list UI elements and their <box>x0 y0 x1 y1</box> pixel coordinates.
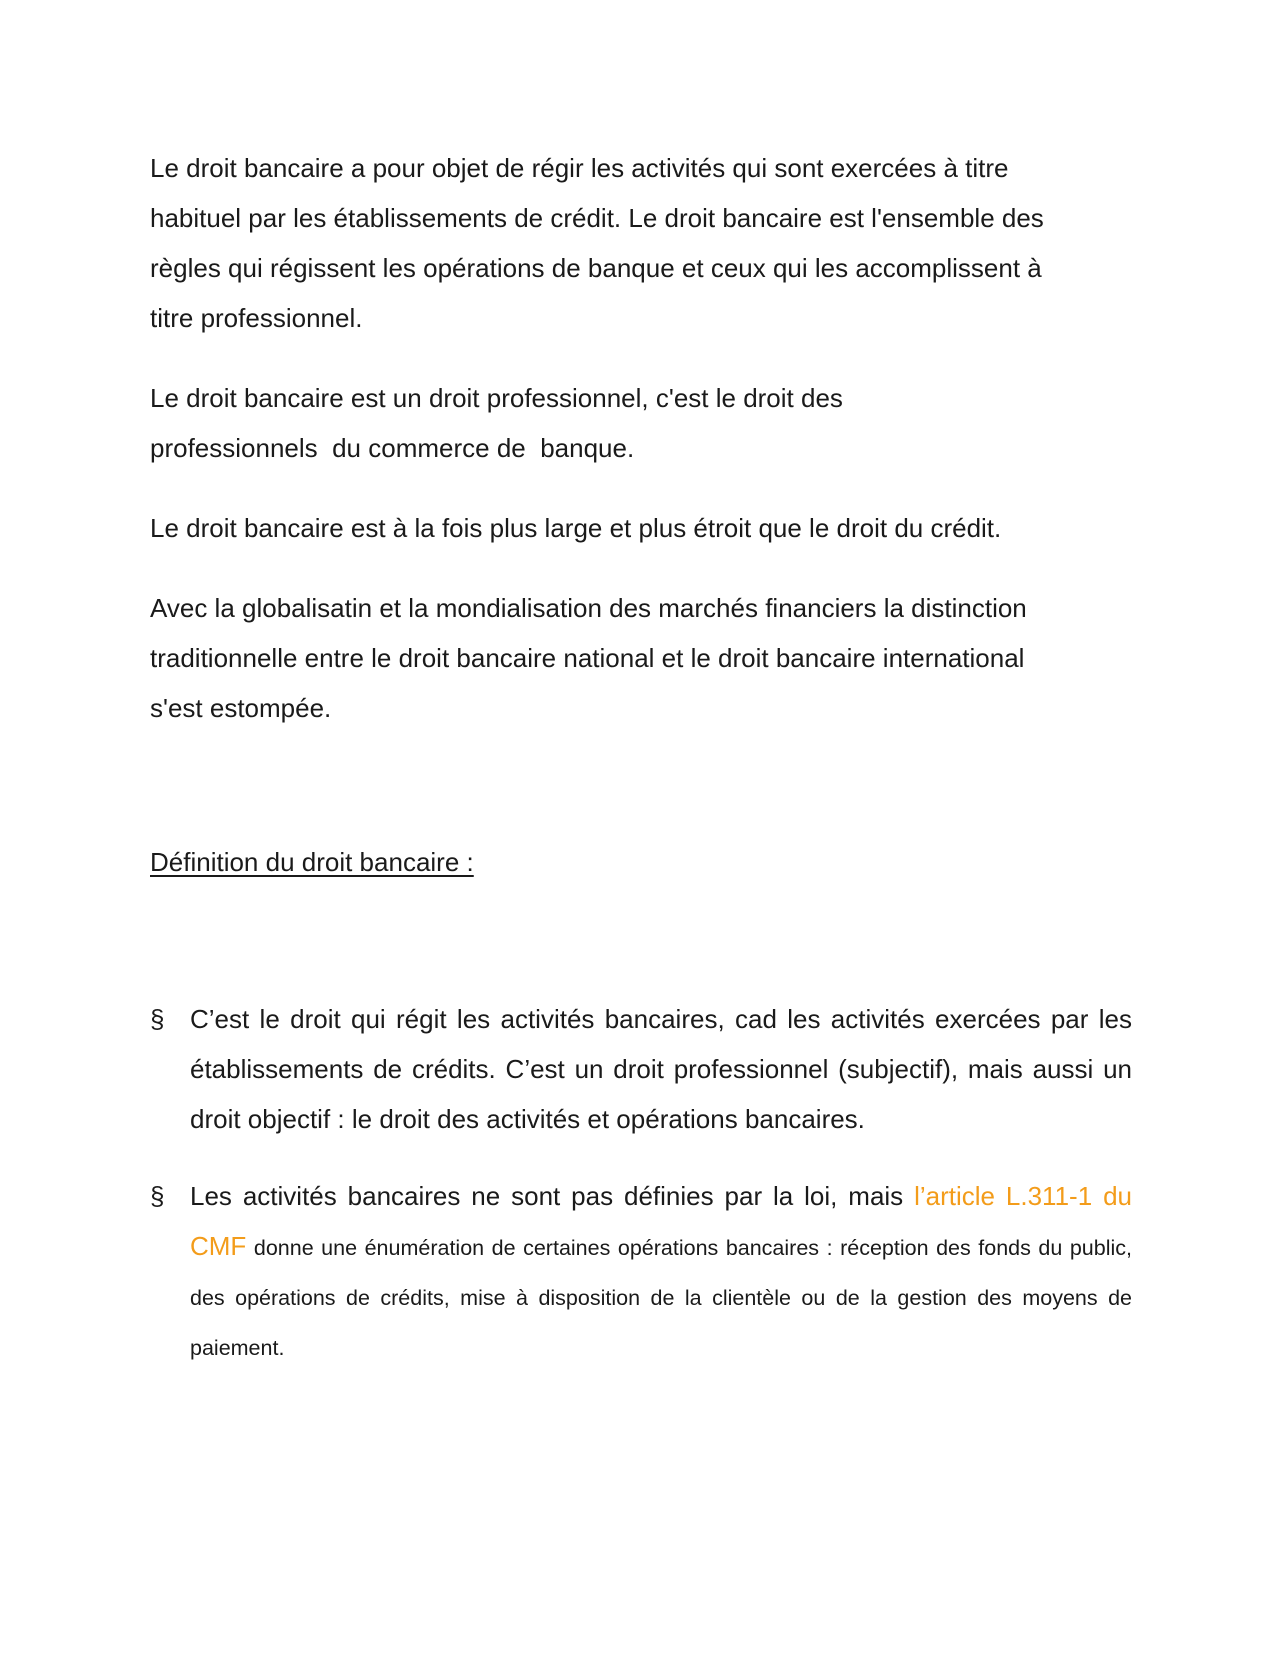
list-item <box>150 1171 1132 1371</box>
section-symbol-icon: § <box>150 1181 165 1211</box>
paragraph-intro: Le droit bancaire a pour objet de régir les activités qui sont exercées à titre habituel par les établissements de crédit. Le droit bancaire est l'ensemble des règles qui régissent les opérations de banque et ceux qui les accomplissent à titre professionnel. <box>150 153 1052 333</box>
section-heading-definition: Définition du droit bancaire : <box>150 847 474 877</box>
list-item <box>150 994 1132 1144</box>
article-reference-link[interactable]: l’article L.311-1 du CMF <box>190 1181 1132 1261</box>
paragraph-scope: Le droit bancaire est à la fois plus large et plus étroit que le droit du crédit. <box>150 513 1002 543</box>
bullet-text: C’est le droit qui régit les activités bancaires, cad les activités exercées par les établissements de crédits. C’est un droit professionnel (subjectif), mais aussi un droit objectif : le droit des activités et opérations bancaires. <box>190 1004 1132 1134</box>
bullet-text-before: Les activités bancaires ne sont pas définies par la loi, mais <box>190 1181 915 1211</box>
bullet-text-after: donne une énumération de certaines opérations bancaires : réception des fonds du public, des opérations de crédits, mise à disposition de la clientèle ou de la gestion des moyens de paiement. <box>190 1236 1132 1360</box>
section-symbol-icon: § <box>150 1004 165 1034</box>
document-page <box>150 143 1132 1398</box>
definition-list <box>150 994 1132 1371</box>
paragraph-globalisation: Avec la globalisatin et la mondialisation des marchés financiers la distinction traditionnelle entre le droit bancaire national et le droit bancaire international s'est estompée. <box>150 593 1034 723</box>
paragraph-professional-law: Le droit bancaire est un droit professionnel, c'est le droit des professionnels du commerce de banque. <box>150 383 851 463</box>
